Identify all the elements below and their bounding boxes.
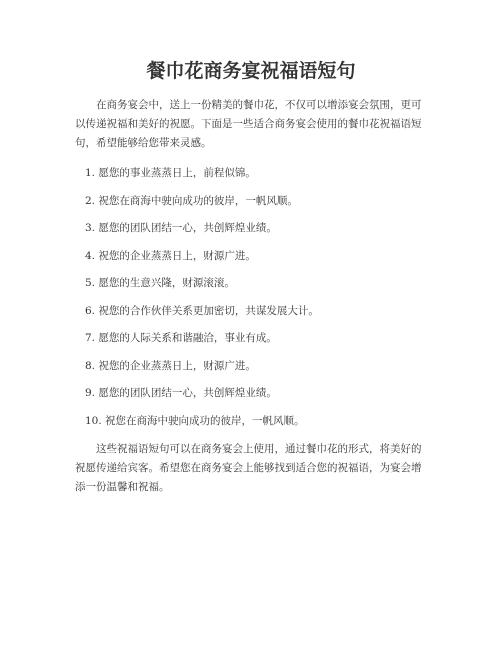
list-item: 9. 愿您的团队团结一心，共创辉煌业绩。: [85, 387, 277, 399]
closing-paragraph: 这些祝福语短句可以在商务宴会上使用，通过餐巾花的形式，将美好的祝愿传递给宾客。希望您在商务宴会上能够找到适合您的祝福语，为宴会增添一份温馨和祝福。: [75, 443, 422, 493]
list-item: 7. 愿您的人际关系和谐融洽，事业有成。: [85, 332, 277, 344]
list-item: 1. 愿您的事业蒸蒸日上，前程似锦。: [85, 167, 256, 179]
document-title: 餐巾花商务宴祝福语短句: [146, 60, 356, 82]
intro-paragraph: 在商务宴会中，送上一份精美的餐巾花，不仅可以增添宴会氛围，更可以传递祝福和美好的祝愿。下面是一些适合商务宴会使用的餐巾花祝福语短句，希望能够给您带来灵感。: [75, 99, 422, 149]
list-item: 2. 祝您在商海中驶向成功的彼岸，一帆风顺。: [85, 194, 298, 207]
blessing-list: [85, 165, 427, 440]
list-item: 10. 祝您在商海中驶向成功的彼岸，一帆风顺。: [85, 414, 305, 427]
list-item: 3. 愿您的团队团结一心，共创辉煌业绩。: [85, 222, 277, 234]
list-item: 6. 祝您的合作伙伴关系更加密切，共谋发展大计。: [85, 304, 319, 317]
list-item: 8. 祝您的企业蒸蒸日上，财源广进。: [85, 359, 256, 372]
list-item: 4. 祝您的企业蒸蒸日上，财源广进。: [85, 249, 256, 262]
list-item: 5. 愿您的生意兴隆，财源滚滚。: [85, 277, 235, 289]
